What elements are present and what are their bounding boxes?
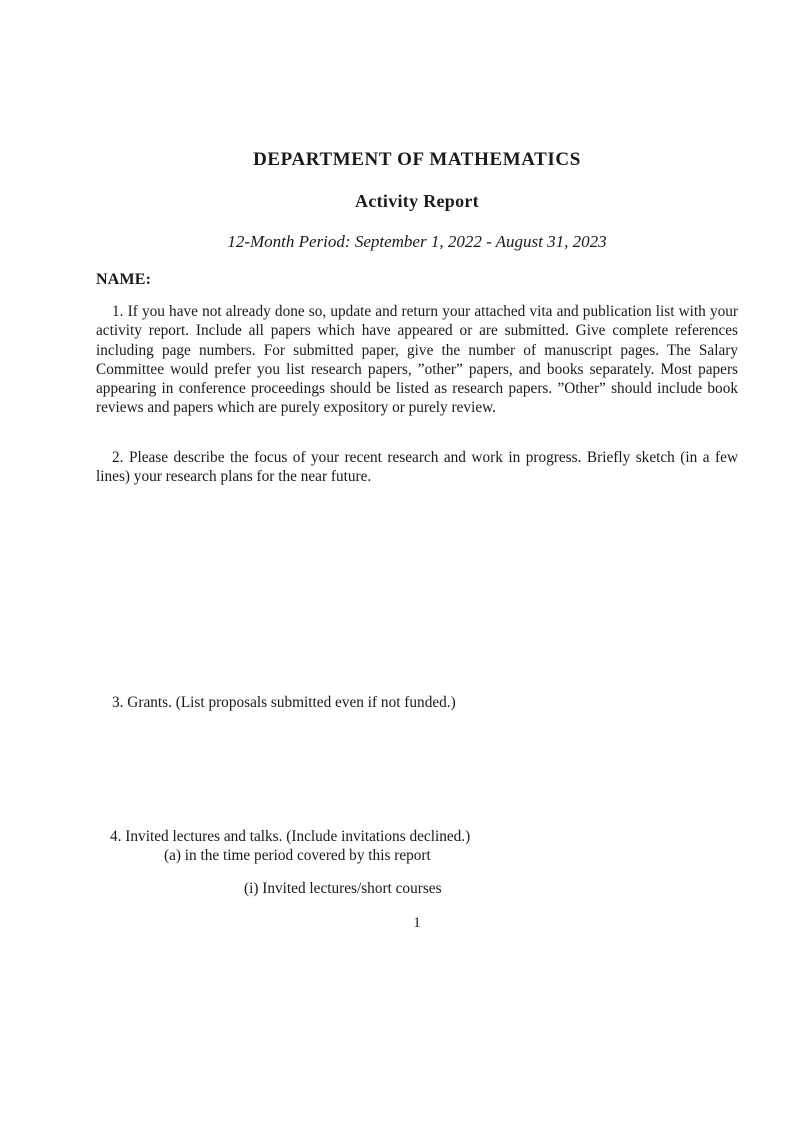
item-3-grants: 3. Grants. (List proposals submitted even if not funded.) — [112, 694, 456, 711]
item-4-heading: 4. Invited lectures and talks. (Include invitations declined.) — [110, 828, 471, 845]
item-4-lectures — [96, 827, 738, 898]
name-label: NAME: — [96, 271, 152, 288]
item-4a-sub-item: (a) in the time period covered by this report — [164, 847, 431, 865]
instruction-paragraph-1: 1. If you have not already done so, update and return your attached vita and publication list with your activity report. Include all papers which have appeared or are submitted. Give complete references including page numbers. For submitted paper, give the number of manuscript pages. The Salary Committee would prefer you list research papers, ”other” papers, and books separately. Most papers appearing in conference proceedings should be listed as research papers. ”Other” should include book reviews and papers which are purely expository or purely review. — [96, 303, 738, 417]
instruction-paragraph-2: 2. Please describe the focus of your recent research and work in progress. Briefly sketch (in a few lines) your research plans for the near future. — [96, 449, 738, 486]
report-period: 12-Month Period: September 1, 2022 - August 31, 2023 — [227, 232, 607, 251]
department-title: DEPARTMENT OF MATHEMATICS — [253, 149, 581, 170]
report-title: Activity Report — [355, 191, 479, 211]
page-number: 1 — [413, 915, 421, 931]
item-4a-i-sub-item: (i) Invited lectures/short courses — [244, 879, 442, 897]
